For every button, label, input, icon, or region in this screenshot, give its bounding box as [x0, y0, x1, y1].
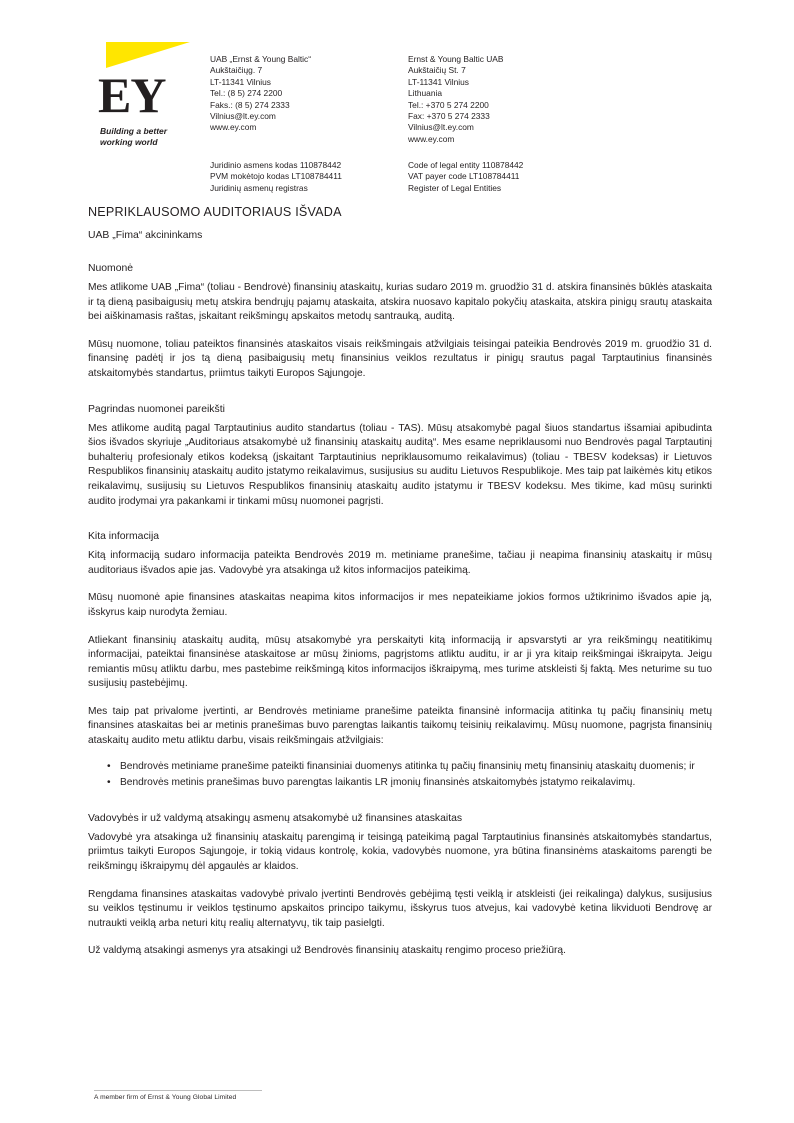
footer-divider — [94, 1090, 262, 1091]
ey-logo — [92, 42, 196, 154]
address-line: Vilnius@lt.ey.com — [210, 111, 276, 122]
page-title: NEPRIKLAUSOMO AUDITORIAUS IŠVADA — [88, 205, 342, 219]
registry-line: Juridinių asmenų registras — [210, 182, 308, 193]
section-heading-opinion: Nuomonė — [88, 263, 134, 274]
registry-line: Code of legal entity 110878442 — [408, 160, 524, 170]
footer-text: A member firm of Ernst & Young Global Limited — [94, 1094, 237, 1101]
address-line: www.ey.com — [408, 133, 455, 144]
section-heading-management-responsibility: Vadovybės ir už valdymą atsakingų asmenų atsakomybė už finansines ataskaitas — [88, 812, 463, 824]
paragraph: Vadovybė yra atsakinga už finansinių ataskaitų parengimą ir teisingą pateikimą pagal Tarptautinius finansinės atskaitomybės standartus, priimtus taikyti Europos Sąjungoje, ir tokią vidaus kontrolę, kokia, vadovybės nuomone, yra būtina finansinėms ataskaitoms parengti be reikšmingų iškraipymų dėl apgaulės ar klaidos. — [88, 831, 712, 873]
section-heading-basis: Pagrindas nuomonei pareikšti — [88, 403, 225, 415]
address-block-en — [408, 54, 608, 145]
registry-line: Register of Legal Entities — [408, 182, 502, 193]
addressee: UAB „Fima“ akcininkams — [88, 230, 203, 241]
address-line: Aukštaičiųg. 7 — [210, 65, 263, 76]
ey-wordmark: EY — [98, 67, 166, 123]
paragraph: Mes atlikome UAB „Fima“ (toliau - Bendrovė) finansinių ataskaitų, kurias sudaro 2019 m. gruodžio 31 d. atskira finansinės būklės ataskaita ir tą dieną pasibaigusių metų atskira bendrųjų pajamų ataskaita, atskira nuosavo kapitalo pokyčių ataskaita, atskira pinigų srautų ataskaita bei aiškinamasis raštas, įskaitant reikšmingų apskaitos metodų santrauką, auditą. — [88, 282, 712, 323]
paragraph: Rengdama finansines ataskaitas vadovybė privalo įvertinti Bendrovės gebėjimą tęsti veiklą ir atskleisti (jei reikalinga) dalykus, susijusius su veiklos tęstinumu ir veiklos tęstinumo apskaitos principo taikymu, išskyrus tuos atvejus, kai vadovybė ketina likviduoti Bendrovę ar nutraukti veiklą arba neturi kitų realių alternatyvų, tik taip pasielgti. — [88, 888, 712, 929]
address-line: Aukštaičių St. 7 — [408, 65, 466, 76]
registry-line: VAT payer code LT108784411 — [408, 171, 520, 182]
page-footer — [94, 1090, 714, 1101]
address-line: Faks.: (8 5) 274 2333 — [210, 99, 290, 110]
paragraph: Kitą informaciją sudaro informacija pateikta Bendrovės 2019 m. metiniame pranešime, tačiau ji neapima finansinių ataskaitų ir mūsų auditoriaus išvados apie jas. Vadovybė yra atsakinga už kitos informacijos pateikimą. — [88, 550, 712, 576]
address-block-lt — [210, 54, 390, 134]
ey-tagline: Building a better working world — [100, 126, 168, 147]
section-heading-other-information: Kita informacija — [88, 531, 160, 543]
address-line: Vilnius@lt.ey.com — [408, 122, 474, 133]
address-line: LT-11341 Vilnius — [408, 76, 469, 87]
bullet-list — [88, 760, 712, 791]
address-line: LT-11341 Vilnius — [210, 76, 271, 87]
paragraph: Mes atlikome auditą pagal Tarptautinius audito standartus (toliau - TAS). Mūsų atsakomybė pagal šiuos standartus išsamiai apibudinta šios išvados skyriuje „Auditoriaus atsakomybė už finansinių ataskaitų auditą“. Mes esame nepriklausomi nuo Bendrovės pagal Tarptautinį buhalterių profesionaly etikos kodeksą (įskaitant Tarptautinius nepriklausomumo reikalavimus) (toliau - TBESV kodeksas) ir Lietuvos Respublikos finansinių ataskaitų audito įstatymo reikalavimus, susijusius su auditu Lietuvos Respublikoje. Mes taip pat laikėmės kitų etikos reikalavimų, susijusių su Lietuvos Respublikos finansinių ataskaitų audito įstatymu ir TBESV kodeksu. Mes tikime, kad mūsų surinkti audito įrodymai yra pakankami ir tinkami mūsų nuomonei pagrįsti. — [88, 422, 713, 507]
address-line: www.ey.com — [210, 122, 257, 133]
paragraph: Mūsų nuomone, toliau pateiktos finansinės ataskaitos visais reikšmingais atžvilgiais teisingai pateikia Bendrovės 2019 m. gruodžio 31 d. finansinę padėtį ir jos tą dieną pasibaigusių metų finansinius veiklos rezultatus ir pinigų srautus pagal Tarptautinius finansinės atskaitomybės standartus, priimtus taikyti Europos Sąjungoje. — [88, 338, 712, 379]
registry-block-en — [408, 160, 628, 194]
paragraph: Mūsų nuomonė apie finansines ataskaitas neapima kitos informacijos ir mes nepateikiame jokios formos užtikrinimo išvados apie ją, išskyrus kaip nurodyta žemiau. — [88, 592, 712, 618]
registry-line: Juridinio asmens kodas 110878442 — [210, 160, 342, 170]
ey-beam-icon — [106, 42, 190, 68]
paragraph: Mes taip pat privalome įvertinti, ar Bendrovės metiniame pranešime pateikta finansinė informacija atitinka tų pačių finansinių metų finansines ataskaitas bei ar metinis pranešimas buvo parengtas laikantis taikomų teisinių reikalavimų. Mūsų nuomone, pagrįsta finansinių ataskaitų audito metu atliktu darbu, visais reikšmingais atžvilgiais: — [88, 705, 712, 747]
registry-block-lt — [210, 160, 410, 194]
paragraph: Už valdymą atsakingi asmenys yra atsakingi už Bendrovės finansinių ataskaitų rengimo proceso priežiūrą. — [88, 945, 566, 957]
document-body — [88, 205, 712, 972]
address-line: Lithuania — [408, 88, 442, 99]
registry-line: PVM mokėtojo kodas LT108784411 — [210, 171, 342, 182]
address-line: Ernst & Young Baltic UAB — [408, 54, 504, 64]
address-line: Fax: +370 5 274 2333 — [408, 111, 490, 122]
list-item: • Bendrovės metinis pranešimas buvo parengtas laikantis LR įmonių finansinės atskaitomybės įstatymo reikalavimų. — [120, 776, 712, 791]
list-item: • Bendrovės metiniame pranešime pateikti finansiniai duomenys atitinka tų pačių finansinių metų finansinių ataskaitų duomenis; ir — [120, 760, 712, 775]
address-line: UAB „Ernst & Young Baltic“ — [210, 54, 312, 64]
paragraph: Atliekant finansinių ataskaitų auditą, mūsų atsakomybė yra perskaityti kitą informaciją ir apsvarstyti ar yra reikšmingų neatitikimų informacijai, pateiktai finansinėse ataskaitose ar mūsų žinioms, pagrįstoms atliktu auditu, ir ar ji yra kitaip reikšmingai iškraipyta. Jeigu remiantis mūsų atliktu darbu, mes pastebime reikšmingą kitos informacijos iškraipymą, mes turime atskleisti šį faktą. Mes neturime su tuo susijusių pastebėjimų. — [88, 634, 712, 690]
address-line: Tel.: (8 5) 274 2200 — [210, 88, 283, 99]
letterhead — [0, 42, 794, 202]
address-line: Tel.: +370 5 274 2200 — [408, 99, 489, 110]
